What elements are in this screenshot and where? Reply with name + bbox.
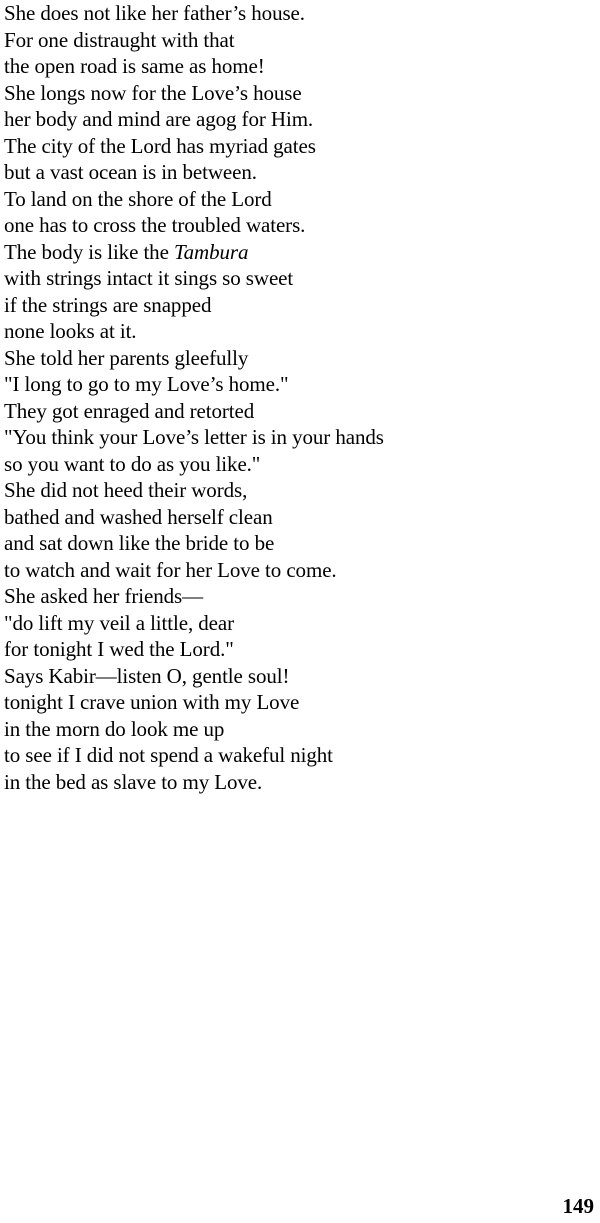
poem-line-text: the open road is same as home! bbox=[4, 54, 265, 78]
poem-line bbox=[4, 371, 384, 398]
poem-line bbox=[4, 0, 384, 27]
poem-line bbox=[4, 689, 384, 716]
poem-line-text: The city of the Lord has myriad gates bbox=[4, 133, 316, 158]
poem-line bbox=[4, 80, 384, 107]
poem-line-text: in the morn do look me up bbox=[4, 716, 225, 741]
poem-line bbox=[4, 239, 384, 266]
poem-line bbox=[4, 557, 384, 584]
poem-line bbox=[4, 477, 384, 504]
poem-line-text: "I long to go to my Love’s home." bbox=[4, 372, 289, 396]
poem-line-text: with strings intact it sings so sweet bbox=[4, 266, 294, 290]
poem-line-text: her body and mind are agog for Him. bbox=[4, 107, 314, 131]
poem-line bbox=[4, 318, 384, 345]
poem-line-text: She asked her friends— bbox=[4, 584, 203, 608]
poem-line bbox=[4, 27, 384, 54]
poem-line-text: For one distraught with that bbox=[4, 27, 235, 52]
poem-line-text: She told her parents gleefully bbox=[4, 345, 249, 370]
poem-line bbox=[4, 133, 384, 160]
poem-line-text: They got enraged and retorted bbox=[4, 398, 255, 423]
poem-line bbox=[4, 212, 384, 239]
poem-line bbox=[4, 53, 384, 80]
poem-line bbox=[4, 186, 384, 213]
poem-line-text: "You think your Love’s letter is in your hands bbox=[4, 425, 384, 449]
poem-line-text: To land on the shore of the Lord bbox=[4, 186, 272, 211]
poem-text bbox=[4, 0, 384, 795]
poem-line bbox=[4, 424, 384, 451]
poem-line bbox=[4, 742, 384, 769]
poem-line-text: to watch and wait for her Love to come. bbox=[4, 557, 337, 582]
poem-line bbox=[4, 504, 384, 531]
poem-line-text: but a vast ocean is in between. bbox=[4, 160, 257, 184]
poem-line-italic-word: Tambura bbox=[173, 239, 249, 264]
poem-line-text: She longs now for the Love’s house bbox=[4, 80, 302, 105]
poem-line bbox=[4, 292, 384, 319]
poem-line bbox=[4, 663, 384, 690]
poem-line bbox=[4, 610, 384, 637]
poem-line bbox=[4, 265, 384, 292]
poem-line bbox=[4, 159, 384, 186]
poem-line-text: bathed and washed herself clean bbox=[4, 504, 273, 529]
poem-line-text: so you want to do as you like." bbox=[4, 451, 261, 476]
poem-line-text: for tonight I wed the Lord." bbox=[4, 637, 234, 661]
poem-line-text: one has to cross the troubled waters. bbox=[4, 213, 306, 237]
poem-line-text: Says Kabir—listen O, gentle soul! bbox=[4, 663, 290, 688]
poem-line-text: She does not like her father’s house. bbox=[4, 1, 305, 25]
poem-line bbox=[4, 636, 384, 663]
poem-line bbox=[4, 106, 384, 133]
poem-line-text: none looks at it. bbox=[4, 319, 137, 343]
poem-line bbox=[4, 398, 384, 425]
poem-line-text: The body is like the bbox=[4, 239, 174, 264]
poem-line bbox=[4, 345, 384, 372]
poem-line bbox=[4, 530, 384, 557]
poem-line-text: in the bed as slave to my Love. bbox=[4, 769, 263, 794]
poem-line-text: She did not heed their words, bbox=[4, 478, 248, 502]
poem-line-text: "do lift my veil a little, dear bbox=[4, 610, 234, 635]
poem-line-text: and sat down like the bride to be bbox=[4, 531, 275, 555]
poem-line bbox=[4, 451, 384, 478]
poem-line bbox=[4, 769, 384, 796]
poem-line bbox=[4, 716, 384, 743]
poem-line-text: tonight I crave union with my Love bbox=[4, 690, 300, 714]
page-number: 149 bbox=[562, 1194, 594, 1218]
poem-line-text: if the strings are snapped bbox=[4, 292, 212, 317]
poem-line-text: to see if I did not spend a wakeful night bbox=[4, 743, 333, 767]
poem-line bbox=[4, 583, 384, 610]
